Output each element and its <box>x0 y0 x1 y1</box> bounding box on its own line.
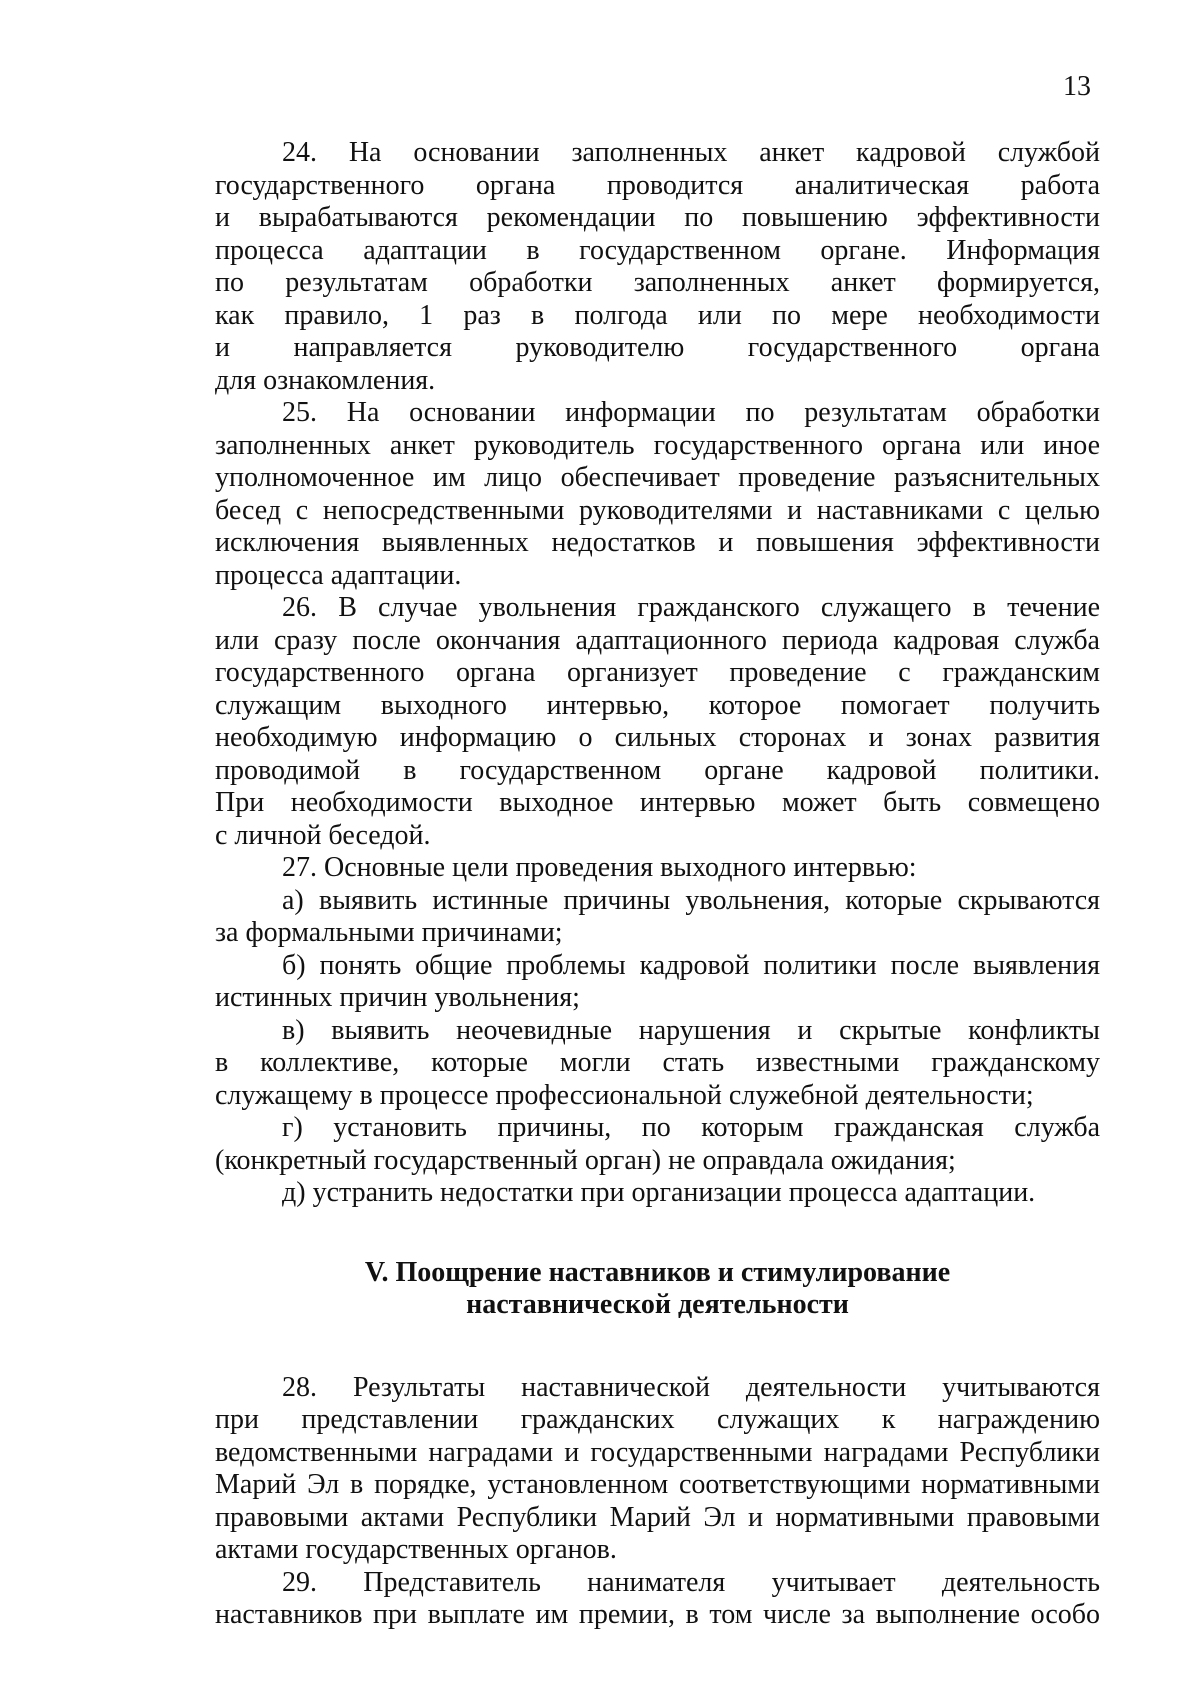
document-body-top <box>215 137 1100 1632</box>
text-line: (конкретный государственный орган) не оправдала ожидания; <box>215 1144 956 1176</box>
paragraph-29 <box>215 1567 1100 1632</box>
text-line: 26. В случае увольнения гражданского служащего в течение <box>282 592 1100 623</box>
text-line: при представлении гражданских служащих к награждению <box>215 1404 1100 1435</box>
text-line: заполненных анкет руководитель государственного органа или иное <box>215 429 1100 461</box>
text-line: наставников при выплате им премии, в том числе за выполнение особо <box>215 1599 1100 1630</box>
text-line: проводимой в государственном органе кадровой политики. <box>215 754 1100 786</box>
text-line: 24. На основании заполненных анкет кадровой службой <box>282 137 1100 168</box>
text-line: процесса адаптации. <box>215 559 462 591</box>
text-line: а) выявить истинные причины увольнения, которые скрываются <box>282 884 1100 916</box>
text-line: 27. Основные цели проведения выходного интервью: <box>282 852 917 883</box>
text-line: необходимую информацию о сильных сторонах и зонах развития <box>215 722 1100 753</box>
text-line: 28. Результаты наставнической деятельности учитываются <box>282 1371 1100 1403</box>
list-item-d <box>215 1112 1100 1177</box>
text-line: в коллективе, которые могли стать известными гражданскому <box>215 1047 1100 1078</box>
text-line: бесед с непосредственными руководителями и наставниками с целью <box>215 494 1100 526</box>
paragraph-26 <box>215 592 1100 852</box>
heading-line: наставнической деятельности <box>466 1289 849 1320</box>
text-line: истинных причин увольнения; <box>215 982 580 1013</box>
text-line: служащим выходного интервью, которое помогает получить <box>215 689 1100 721</box>
text-line: При необходимости выходное интервью может быть совмещено <box>215 787 1100 818</box>
text-line: или сразу после окончания адаптационного периода кадровая служба <box>215 624 1100 656</box>
text-line: ведомственными наградами и государственными наградами Республики <box>215 1436 1100 1468</box>
text-line: г) установить причины, по которым гражданская служба <box>282 1112 1100 1143</box>
list-item-a <box>215 885 1100 950</box>
text-line: уполномоченное им лицо обеспечивает проведение разъяснительных <box>215 462 1100 493</box>
section-heading <box>215 1257 1100 1322</box>
text-line: актами государственных органов. <box>215 1534 617 1565</box>
text-line: с личной беседой. <box>215 819 431 851</box>
paragraph-27 <box>215 852 1100 885</box>
text-line: государственного органа проводится аналитическая работа <box>215 169 1100 201</box>
text-line: б) понять общие проблемы кадровой политики после выявления <box>282 949 1100 981</box>
text-line: исключения выявленных недостатков и повышения эффективности <box>215 527 1100 558</box>
text-line: для ознакомления. <box>215 364 436 396</box>
paragraph-28 <box>215 1372 1100 1567</box>
text-line: служащему в процессе профессиональной служебной деятельности; <box>215 1079 1034 1111</box>
page-number: 13 <box>1063 71 1091 102</box>
text-line: за формальными причинами; <box>215 917 563 948</box>
text-line: правовыми актами Республики Марий Эл и нормативными правовыми <box>215 1501 1100 1533</box>
text-line: и вырабатываются рекомендации по повышению эффективности <box>215 202 1100 233</box>
text-line: государственного органа организует проведение с гражданским <box>215 657 1100 688</box>
paragraph-25 <box>215 397 1100 592</box>
heading-line: V. Поощрение наставников и стимулирование <box>364 1256 951 1288</box>
text-line: 29. Представитель нанимателя учитывает деятельность <box>282 1566 1100 1598</box>
list-item-c <box>215 1015 1100 1113</box>
text-line: Марий Эл в порядке, установленном соответствующими нормативными <box>215 1469 1100 1500</box>
paragraph-24 <box>215 137 1100 397</box>
text-line: и направляется руководителю государственного органа <box>215 332 1100 363</box>
text-line: как правило, 1 раз в полгода или по мере необходимости <box>215 299 1100 331</box>
text-line: в) выявить неочевидные нарушения и скрытые конфликты <box>282 1014 1100 1046</box>
text-line: 25. На основании информации по результатам обработки <box>282 397 1100 428</box>
text-line: процесса адаптации в государственном органе. Информация <box>215 234 1100 266</box>
text-line: по результатам обработки заполненных анкет формируется, <box>215 267 1100 298</box>
text-line: д) устранить недостатки при организации процесса адаптации. <box>282 1177 1036 1208</box>
list-item-e <box>215 1177 1100 1210</box>
list-item-b <box>215 950 1100 1015</box>
